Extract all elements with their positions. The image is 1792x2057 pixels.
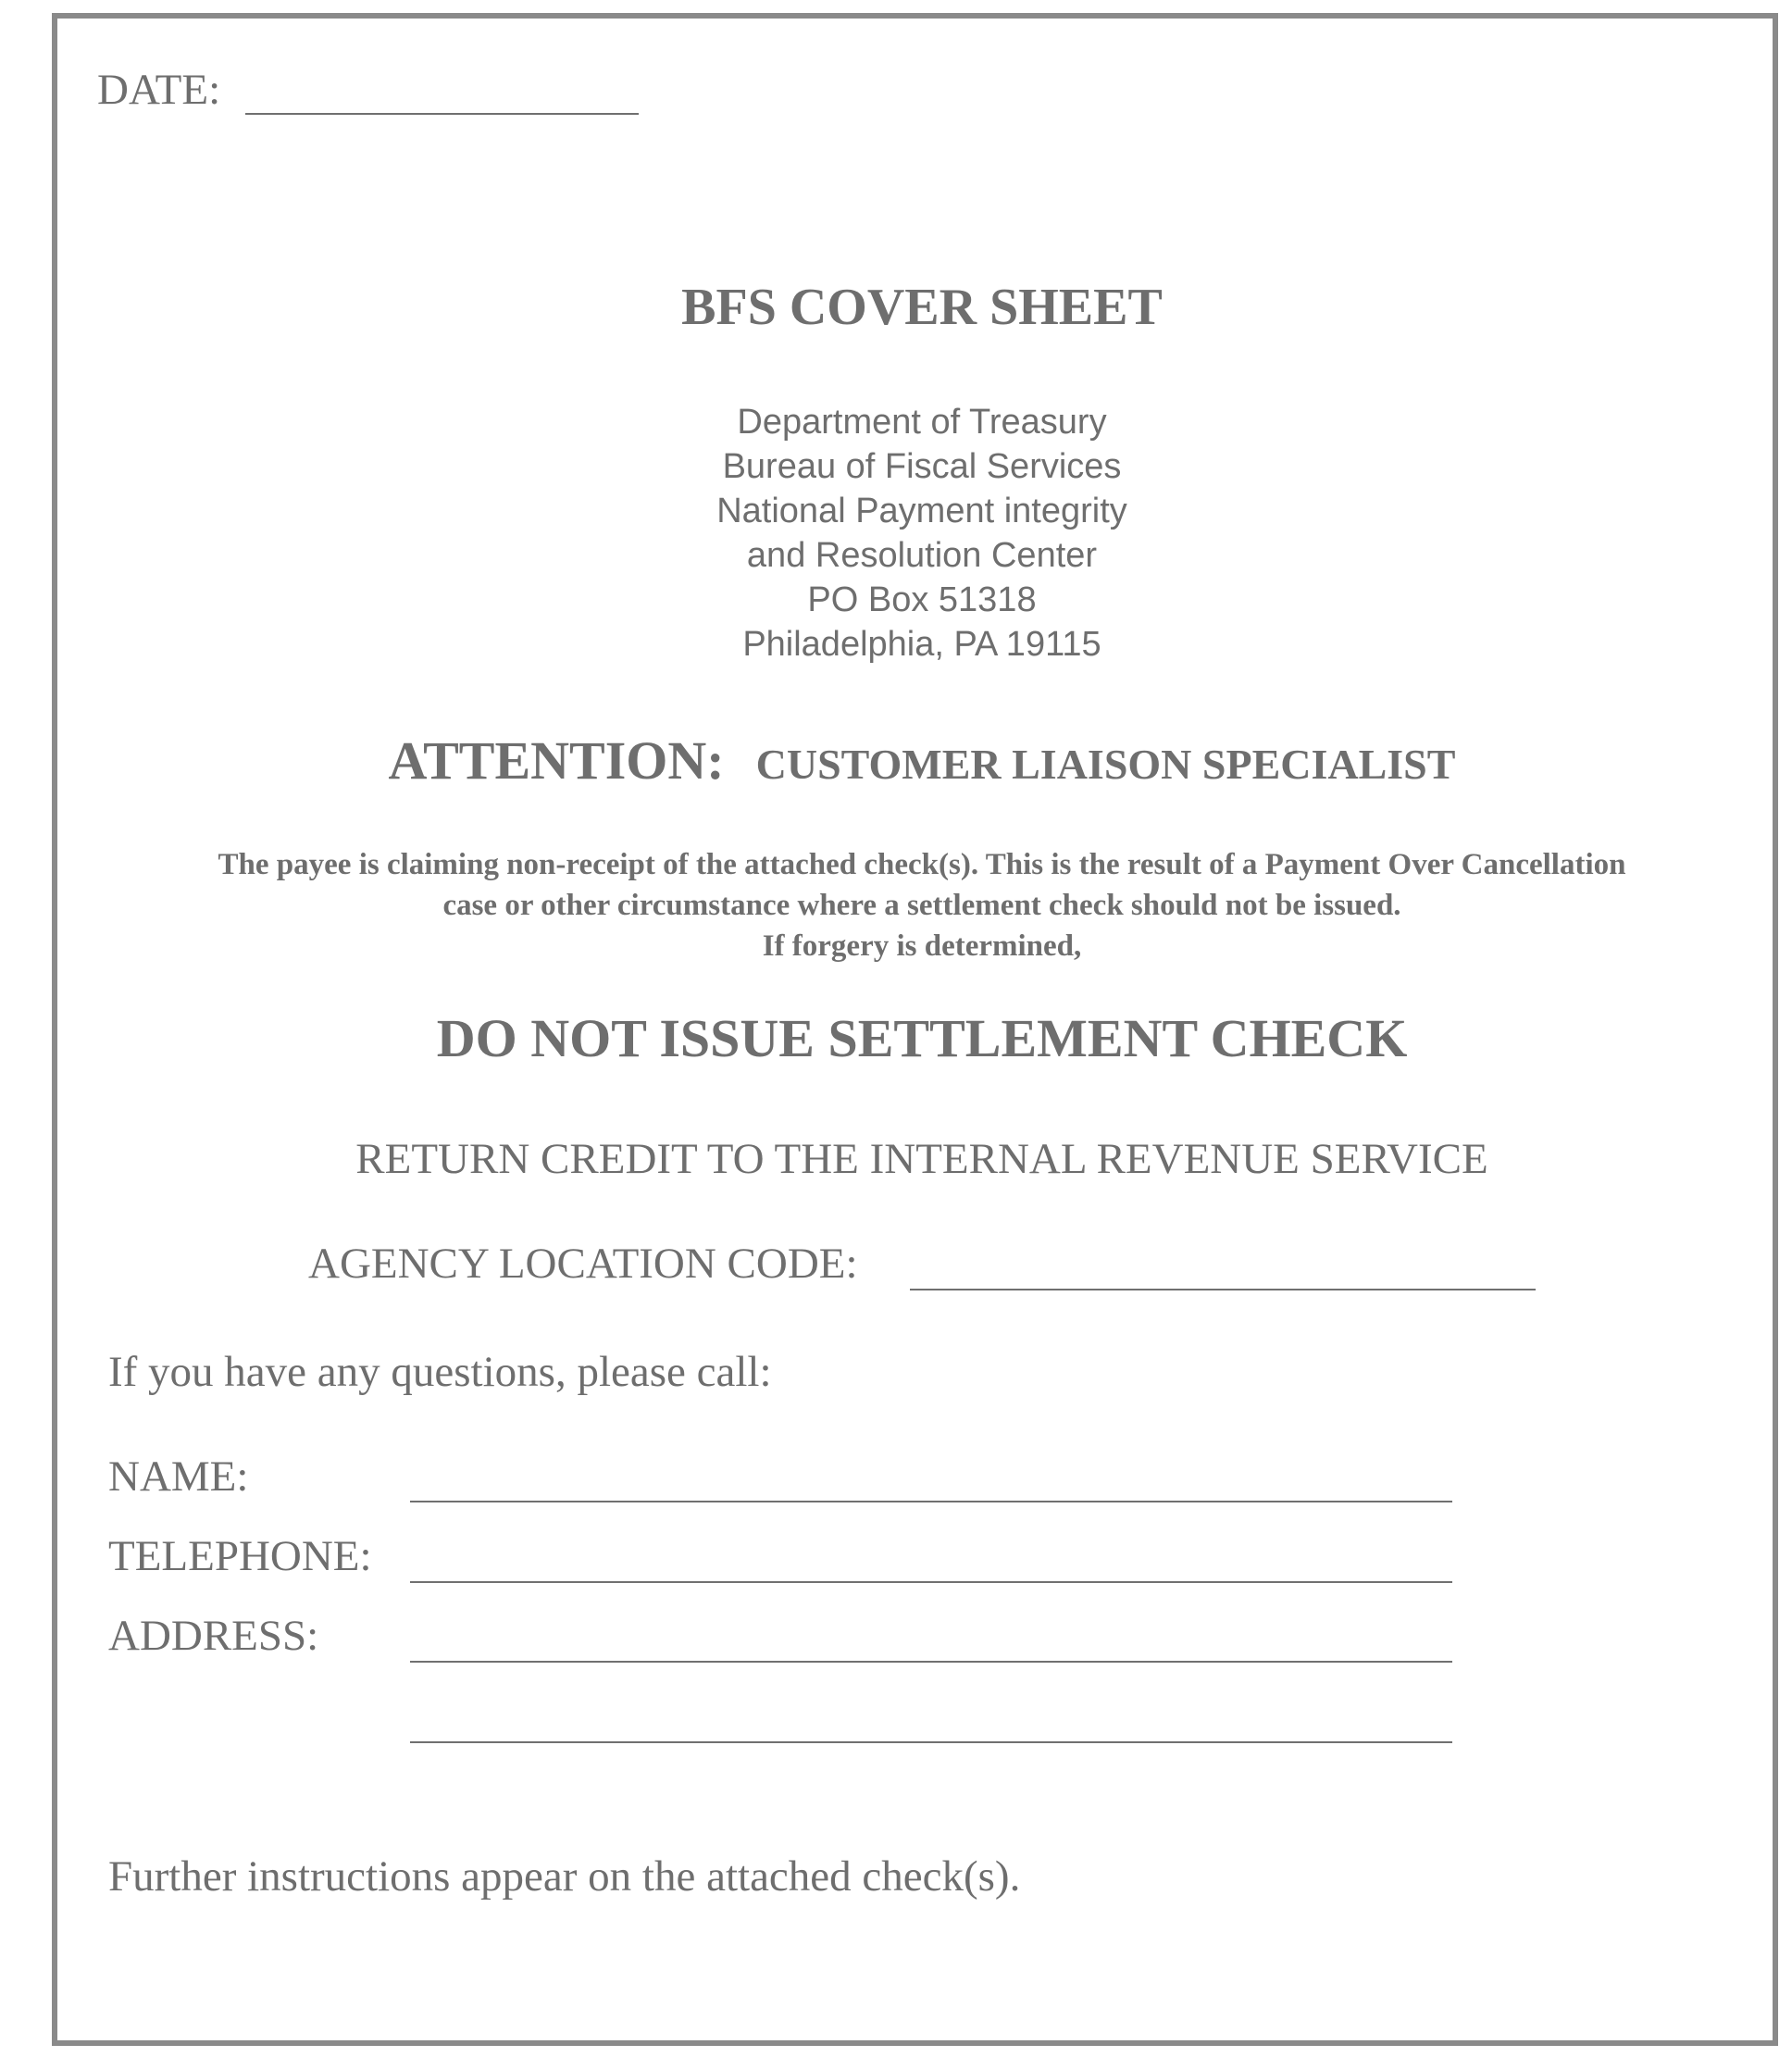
notice-paragraph [56, 844, 1788, 966]
address-field-line-2[interactable] [410, 1741, 1452, 1743]
footer-instructions: Further instructions appear on the attached check(s). [108, 1852, 1021, 1901]
telephone-label: TELEPHONE: [108, 1532, 372, 1580]
notice-line: The payee is claiming non-receipt of the attached check(s). This is the result of a Payment Over Cancellation [218, 848, 1626, 881]
notice-line: If forgery is determined, [762, 929, 1082, 963]
telephone-field-line[interactable] [410, 1581, 1452, 1583]
agency-address-block [56, 400, 1788, 667]
attention-recipient: CUSTOMER LIAISON SPECIALIST [755, 741, 1456, 788]
name-label: NAME: [108, 1452, 249, 1501]
address-line: Philadelphia, PA 19115 [742, 625, 1101, 664]
return-credit-text: RETURN CREDIT TO THE INTERNAL REVENUE SERVICE [355, 1135, 1488, 1183]
attention-label: ATTENTION: [388, 730, 725, 791]
agency-location-code-field-line[interactable] [910, 1289, 1536, 1290]
questions-text: If you have any questions, please call: [108, 1348, 772, 1396]
date-label: DATE: [97, 66, 221, 114]
page-title: BFS COVER SHEET [681, 279, 1163, 336]
address-label: ADDRESS: [108, 1612, 319, 1660]
name-field-line[interactable] [410, 1501, 1452, 1502]
do-not-issue-heading: DO NOT ISSUE SETTLEMENT CHECK [436, 1008, 1408, 1068]
address-line: National Payment integrity [716, 492, 1127, 530]
address-line: Bureau of Fiscal Services [722, 447, 1122, 486]
attention-row [56, 729, 1788, 792]
address-line: PO Box 51318 [807, 580, 1037, 619]
address-line: and Resolution Center [746, 536, 1098, 575]
date-field-line[interactable] [245, 113, 639, 115]
address-field-line[interactable] [410, 1661, 1452, 1663]
agency-location-code-label: AGENCY LOCATION CODE: [308, 1240, 858, 1288]
notice-line: case or other circumstance where a settlement check should not be issued. [442, 889, 1401, 922]
address-line: Department of Treasury [737, 403, 1107, 442]
